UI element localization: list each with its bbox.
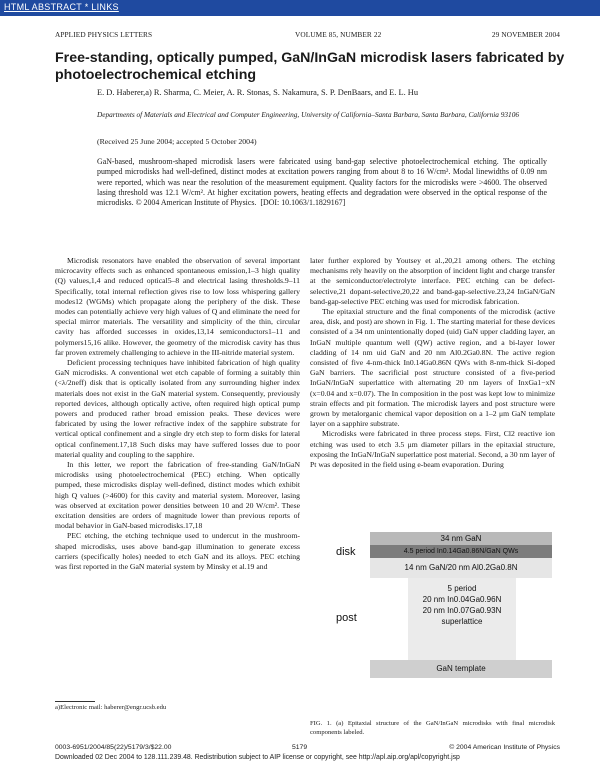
paragraph: In this letter, we report the fabrication of free-standing GaN/InGaN microdisks using photoelectrochemical (PEC) etching. When optically pumped, these microdisks display well-defined, distinct modes which exhibit high Q values (>4600) for this cavity and material system. Moreover, lasing was observed at excitation power densities between 10 and 20 W/cm². These excitation densities are orders of magnitude lower than previous reports of modal behavior in GaN-based microdisks.17,18 [55, 460, 300, 531]
abstract-doi[interactable]: [DOI: 10.1063/1.1829167] [260, 198, 346, 208]
paragraph: Microdisks were fabricated in three process steps. First, Cl2 reactive ion etching was used to etch 3.5 μm diameter pillars in the epitaxial structure, exposing the InGaN/InGaN superlattice post material. Second, a 30 nm layer of Pt was deposited in the field using e-beam evaporation. During [310, 429, 555, 470]
article-authors: E. D. Haberer,a) R. Sharma, C. Meier, A. R. Stonas, S. Nakamura, S. P. DenBaars, and E. L. Hu [97, 88, 419, 97]
article-title: Free-standing, optically pumped, GaN/InGaN microdisk lasers fabricated by photoelectrochemical etching [55, 50, 565, 83]
received-dates: (Received 25 June 2004; accepted 5 October 2004) [97, 137, 257, 146]
article-affiliation: Departments of Materials and Electrical and Computer Engineering, University of California–Santa Barbara, Santa Barbara, California 93106 [97, 110, 519, 119]
figure-label-post: post [336, 612, 357, 624]
superlattice-line: 20 nm In0.07Ga0.93N [422, 606, 502, 615]
superlattice-line: 5 period [447, 584, 477, 593]
layer-superlattice-post [408, 578, 516, 660]
abstract [97, 157, 547, 208]
paragraph: Deficient processing techniques have inhibited fabrication of high quality GaN microdisks. A conventional wet etch capable of forming a suitably thin (<λ/2neff) disk that is optically isolated from any surrounding higher index materials does not exist in the GaN material system. Consequently, previously reported devices, although optically active, often required high optical pump powers and produced rather broad emission peaks. These devices were fabricated by using the lower refractive index of the sapphire substrate for vertical optical confinement and a single dry etch step to form disks for lateral optical confinement.17,18 Such disks may have suffered losses due to poor material quality and coupling to the sapphire. [55, 358, 300, 459]
page-number: 5179 [292, 744, 308, 751]
figure-caption: FIG. 1. (a) Epitaxial structure of the GaN/InGaN microdisks with final microdisk components labeled. [310, 720, 555, 736]
superlattice-line: 20 nm In0.04Ga0.96N [422, 595, 502, 604]
issn-code: 0003-6951/2004/85(22)/5179/3/$22.00 [55, 744, 172, 751]
download-notice[interactable]: Downloaded 02 Dec 2004 to 128.111.239.48. Redistribution subject to AIP license or copyright, see http://apl.aip.org/apl/copyright.jsp [55, 754, 460, 761]
layer-quantum-wells: 4.5 period In0.14Ga0.86N/GaN QWs [370, 545, 552, 558]
html-abstract-links[interactable]: HTML ABSTRACT * LINKS [4, 2, 119, 12]
layer-lower-cladding: 14 nm GaN/20 nm Al0.2Ga0.8N [370, 558, 552, 578]
copyright-notice: © 2004 American Institute of Physics [449, 744, 560, 751]
footnote-divider [55, 701, 95, 702]
top-link-bar [0, 0, 600, 16]
paragraph: Microdisk resonators have enabled the observation of several important microcavity effects such as enhanced spontaneous emission,1–3 high quality (Q) values,1,4 and reduced optical5–8 and electrical lasing thresholds.9–11 Specifically, total internal reflection gives rise to low loss whispering gallery modes12 (WGMs) which propagate along the periphery of the disk. These modes can potentially achieve very high values of Q and eliminate the need for special mirror materials. The versatility and simplicity of the thin, circular cavity has afforded successes in oxides,13,14 semiconductors1–11 and polymers15,16 alike. However, the geometry of the microdisk cavity has thus far proven extremely challenging to achieve in the III-nitride material system. [55, 256, 300, 357]
body-column-right [310, 256, 555, 470]
superlattice-line: superlattice [441, 617, 483, 626]
layer-gan-cap: 34 nm GaN [370, 532, 552, 545]
footnote-email: a)Electronic mail: haberer@engr.ucsb.edu [55, 704, 167, 711]
running-head-volume: VOLUME 85, NUMBER 22 [295, 30, 382, 39]
paragraph: PEC etching, the etching technique used to undercut in the mushroom-shaped microdisks, uses above band-gap illumination to generate excess carriers (specifically holes) needed to etch GaN and its alloys. PEC etching was first reported in the GaN material system by Minsky et al.19 and [55, 531, 300, 572]
figure-label-disk: disk [336, 546, 356, 558]
paragraph: later further explored by Youtsey et al.,20,21 among others. The etching mechanisms rely heavily on the absorption of incident light and charge transfer at the semiconductor/electrolyte interface. PEC etching can be defect-selective,21 dopant-selective,20,22 and band-gap-selective.23,24 InGaN/GaN band-gap-selective PEC etching was used for microdisk fabrication. [310, 256, 555, 306]
running-head-journal: APPLIED PHYSICS LETTERS [55, 30, 153, 39]
paragraph: The epitaxial structure and the final components of the microdisk (active area, disk, and post) are shown in Fig. 1. The starting material for these devices consisted of a 34 nm unintentionally doped (uid) GaN upper cladding layer, an InGaN multiple quantum well (QW) active region, and a bi-layer lower cladding of 14 nm uid GaN and 20 nm Al0.2Ga0.8N. The active region consisted of five 4-nm-thick In0.14Ga0.86N QWs with 8-nm-thick Si-doped GaN barriers. The sacrificial post structure consisted of a five-period InGaN/InGaN superlattice with alternating 20 nm layers of InxGa1−xN (x=0.04 and x=0.07). The In composition in the post was kept low to minimize strain effects and pit formation. The microdisk layers and post structure were grown by metalorganic chemical vapor deposition on a 1–2 μm GaN template layer on a sapphire substrate. [310, 307, 555, 429]
layer-gan-template: GaN template [370, 660, 552, 678]
body-column-left [55, 256, 300, 572]
running-head-date: 29 NOVEMBER 2004 [491, 30, 560, 39]
abstract-text: GaN-based, mushroom-shaped microdisk lasers were fabricated using band-gap selective photoelectrochemical etching. The optically pumped microdisks had well-defined, distinct modes at excitation powers ranging from about 8 to 16 W/cm². Modal linewidths of 0.09 nm were reported, which was near the resolution of the measurement equipment. Quality factors for the microdisks were >4600. The observed lasing threshold was 12.1 W/cm². At higher excitation powers, heating effects and degradation were observed in the optical response of the microdisks. © 2004 American Institute of Physics. [97, 157, 547, 208]
figure-1-epitaxial-structure [320, 532, 560, 712]
